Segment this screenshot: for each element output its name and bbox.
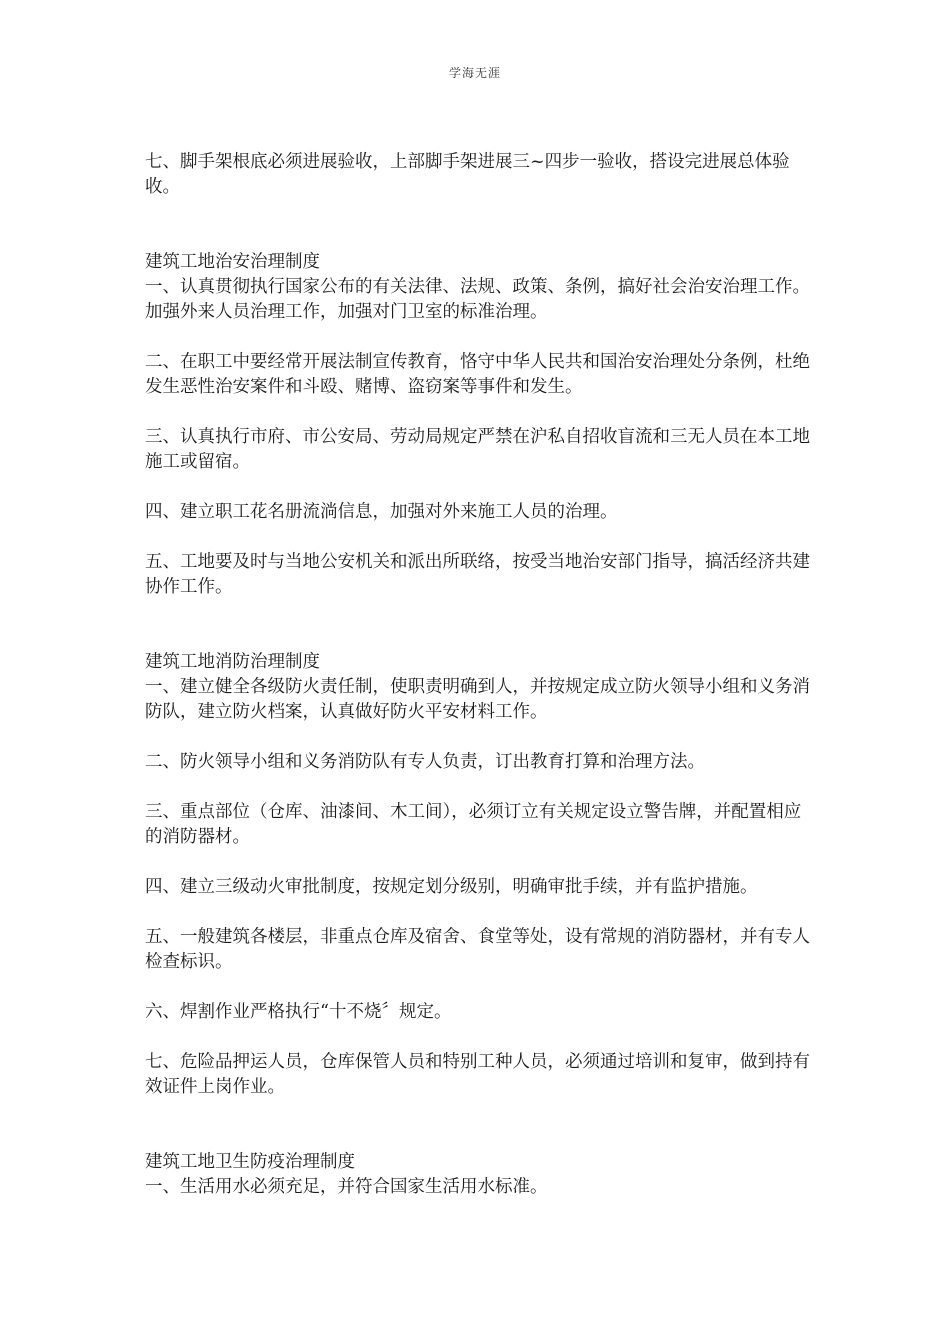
fire-item-6: 六、焊割作业严格执行“十不烧〞规定。 bbox=[145, 1002, 452, 1022]
paragraph-spacer bbox=[145, 475, 810, 500]
paragraph-spacer bbox=[145, 975, 810, 1000]
fire-item-1: 一、建立健全各级防火责任制，使职责明确到人，并按规定成立防火领导小组和义务消防队，建立防火档案，认真做好防火平安材料工作。 bbox=[145, 677, 810, 722]
fire-item-7: 七、危险品押运人员，仓库保管人员和特别工种人员，必须通过培训和复审，做到持有效证件上岗作业。 bbox=[145, 1052, 810, 1097]
paragraph-spacer bbox=[145, 900, 810, 925]
security-item-5: 五、工地要及时与当地公安机关和派出所联络，按受当地治安部门指导，搞活经济共建协作工作。 bbox=[145, 552, 810, 597]
section-hygiene-title: 建筑工地卫生防疫治理制度 bbox=[145, 1152, 355, 1172]
fire-item-5: 五、一般建筑各楼层，非重点仓库及宿舍、食堂等处，设有常规的消防器材，并有专人检查标识。 bbox=[145, 927, 810, 972]
intro-item-7: 七、脚手架根底必须进展验收，上部脚手架进展三~四步一验收，搭设完进展总体验收。 bbox=[145, 152, 790, 197]
paragraph-spacer bbox=[145, 1025, 810, 1050]
page-header: 学海无涯 bbox=[448, 66, 501, 80]
section-spacer bbox=[145, 1100, 810, 1150]
section-security-title: 建筑工地治安治理制度 bbox=[145, 252, 320, 272]
fire-item-2: 二、防火领导小组和义务消防队有专人负责，订出教育打算和治理方法。 bbox=[145, 752, 705, 772]
security-item-4: 四、建立职工花名册流淌信息，加强对外来施工人员的治理。 bbox=[145, 502, 618, 522]
fire-item-3: 三、重点部位（仓库、油漆间、木工间），必须订立有关规定设立警告牌，并配置相应的消防器材。 bbox=[145, 802, 802, 847]
fire-item-4: 四、建立三级动火审批制度，按规定划分级别，明确审批手续，并有监护措施。 bbox=[145, 877, 758, 897]
section-fire-title: 建筑工地消防治理制度 bbox=[145, 652, 320, 672]
security-item-3: 三、认真执行市府、市公安局、劳动局规定严禁在沪私自招收盲流和三无人员在本工地施工或留宿。 bbox=[145, 427, 810, 472]
paragraph-spacer bbox=[145, 850, 810, 875]
paragraph-spacer bbox=[145, 725, 810, 750]
paragraph-spacer bbox=[145, 525, 810, 550]
section-spacer bbox=[145, 600, 810, 650]
paragraph-spacer bbox=[145, 325, 810, 350]
paragraph-spacer bbox=[145, 775, 810, 800]
security-item-1: 一、认真贯彻执行国家公布的有关法律、法规、政策、条例，搞好社会治安治理工作。加强外来人员治理工作，加强对门卫室的标准治理。 bbox=[145, 277, 810, 322]
security-item-2: 二、在职工中要经常开展法制宣传教育，恪守中华人民共和国治安治理处分条例，杜绝发生恶性治安案件和斗殴、赌博、盗窃案等事件和发生。 bbox=[145, 352, 810, 397]
paragraph-spacer bbox=[145, 400, 810, 425]
hygiene-item-1: 一、生活用水必须充足，并符合国家生活用水标准。 bbox=[145, 1177, 548, 1197]
document-body bbox=[145, 150, 810, 1200]
section-spacer bbox=[145, 200, 810, 250]
